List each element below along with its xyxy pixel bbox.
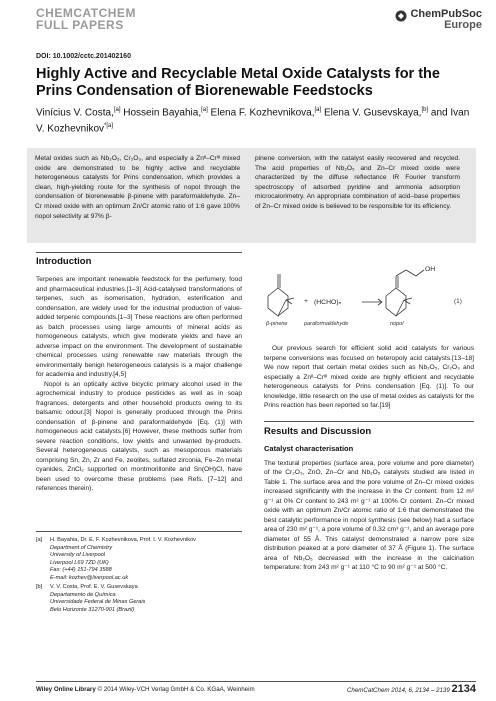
author-affil-mark: [a] [314, 107, 322, 113]
author-name: Elena V. Gusevskaya, [321, 107, 422, 119]
author-affil-mark: [a] [113, 107, 121, 113]
reaction-scheme [264, 258, 474, 332]
hydroxyl-label: OH [425, 266, 436, 273]
author-affil-mark: *[a] [104, 122, 114, 129]
logo-line-2: Europe [444, 19, 482, 31]
affiliation-tag: [a] [36, 537, 43, 543]
affiliation-line: University of Liverpool [50, 552, 106, 558]
affiliation-line: Universidade Federal de Minas Gerais [50, 599, 146, 605]
paragraph: Our previous search for efficient solid acid catalysts for various terpene conversions was focused on heteropoly acid catalysts.[13–18] We now report that certain metal oxides such as Nb₂O₅, Cr₂O₃ and especially a Znᴵᴵ–Crᴵᴵᴵ mixed oxide are highly efficient and recyclable heterogeneous catalysts for Prins condensation [Eq. (1)]. To our knowledge, little research on the use of metal oxides as catalysts for the Prins reaction has been reported so far.[19] [264, 345, 475, 409]
paragraph: Terpenes are important renewable feedstock for the perfumery, food and pharmaceutical industries.[1–3] Acid-catalysed transformations of terpenes, such as isomerisation, hydration, esterification and condensation, are widely used for the industrial production of value-added terpenic compounds.[1–3] These reactions are often performed as batch processes using large amounts of mineral acids as homogeneous catalysts, which give moderate yields and have an adverse impact on the environment. The development of sustainable chemical processes using renewable raw materials through the environmentally benign heterogeneous catalysis is a major challenge for academia and industry.[4,5] [36, 276, 242, 378]
author-list [36, 104, 476, 136]
affiliation-line: Department of Chemistry [50, 544, 113, 551]
reactant-label: β-pinene [266, 321, 288, 327]
page-number: 2134 [451, 683, 476, 695]
author-name: Elena F. Kozhevnikova, [207, 107, 315, 119]
product-label: nopol [390, 321, 404, 327]
affiliation-a [36, 537, 242, 582]
author-affil-mark: [a] [201, 107, 208, 113]
nopol-structure [386, 270, 424, 316]
reagent-label: paraformaldehyde [304, 321, 349, 327]
results-heading: Results and Discussion [264, 425, 372, 437]
affiliation-names: V. V. Costa, Prof. E. V. Gusevskaya [50, 584, 138, 590]
abstract-box [27, 148, 476, 243]
author-name: Hossein Bayahia, [120, 107, 202, 119]
author-name: and Ivan V. Kozhevnikov [36, 107, 470, 135]
affiliation-b [36, 584, 242, 614]
subsection-heading: Catalyst characterisation [264, 443, 354, 453]
affiliation-divider [36, 531, 242, 532]
abstract-text-right: pinene conversion, with the catalyst easily recovered and recycled. The acid properties of Nb₂O₅ and Zn–Cr mixed oxide were characterized by the diffuse reflectance IR Fourier transform spectroscopy of adsorbed pyridine and ammonia adsorption microcalorimetry. An appropriate combination of acid–base properties of Zn–Cr mixed oxide is believed to be responsible for its efficiency. [255, 155, 460, 210]
affiliation-names: H. Bayahia, Dr. E. F. Kozhevnikova, Prof. I. V. Kozhevnikov [50, 537, 196, 543]
right-column [264, 344, 474, 573]
journal-header [36, 7, 136, 32]
arrow [362, 299, 382, 305]
reagent-formula: (HCHO)ₙ [314, 299, 342, 306]
introduction-body [36, 275, 242, 494]
abstract-text-left: Metal oxides such as Nb₂O₅, Cr₂O₃, and especially a Znᴵᴵ–Crᴵᴵᴵ mixed oxide are demonstrated to be highly active and recyclable heterogeneous catalysts for Prins condensation, which provides a clean, high-yielding route for the synthesis of nopol through the condensation of biorenewable β-pinene with paraformaldehyde. Zn–Cr mixed oxide with an optimum Zn/Cr atomic ratio of 1:6 gave 100% nopol selectivity at 97% β- [35, 155, 240, 220]
introduction-section [36, 252, 242, 494]
author-name: Vinícius V. Costa, [36, 107, 114, 119]
beta-pinene-structure [268, 274, 294, 316]
publisher-logo [395, 9, 482, 31]
right-intro-body [264, 344, 474, 411]
results-body [264, 459, 474, 573]
affiliation-line: Fax: (+44) 151-794 3588 [50, 567, 112, 573]
section-type: FULL PAPERS [36, 18, 124, 32]
affiliation-tag: [b] [36, 584, 43, 590]
logo-line-1: ChemPubSoc [410, 8, 482, 20]
reaction-diagram [264, 258, 474, 332]
affiliations [36, 537, 242, 614]
equation-number: (1) [454, 298, 462, 305]
doi[interactable]: DOI: 10.1002/cctc.201402160 [36, 53, 131, 60]
plus-sign: + [304, 298, 308, 305]
affiliation-line: Liverpool L69 7ZD (UK) [50, 559, 109, 566]
paragraph: The textural properties (surface area, pore volume and pore diameter) of the Cr₂O₃, ZnO, Zn–Cr and Nb₂O₅ catalysts studied are listed in Table 1. The surface area and the pore volume of Zn–Cr mixed oxides increased significantly with the increase in the Cr content: from 12 m² g⁻¹ at 0% Cr content to 243 m² g⁻¹ at 100% Cr content. Zn–Cr mixed oxide with an optimum Zn/Cr atomic ratio of 1:6 that demonstrated the best catalytic performance in nopol synthesis (see below) had a surface area of 230 m² g⁻¹, a pore volume of 0.32 cm³ g⁻¹, and an average pore diameter of 55 Å. This catalyst demonstrated a narrow pore size distribution peaked at a pore diameter of 37 Å (Figure 1). The surface area of Nb₂O₅ decreased with the increase in the calcination temperature: from 243 m² g⁻¹ at 110 °C to 90 m² g⁻¹ at 500 °C. [264, 459, 475, 571]
footer-right [347, 683, 476, 695]
copyright: © 2014 Wiley-VCH Verlag GmbH & Co. KGaA, Weinheim [95, 686, 255, 693]
section-divider [264, 421, 474, 422]
chempubsoc-logo-icon [395, 10, 407, 22]
affiliation-line: Departamento de Química [50, 591, 116, 598]
page-footer [36, 683, 476, 695]
affiliation-line: Belo Horizonte 31270-901 (Brazil) [50, 606, 135, 613]
affiliation-email[interactable]: E-mail: kozhev@liverpool.ac.uk [50, 574, 129, 581]
paragraph: Nopol is an optically active bicyclic primary alcohol used in the agrochemical industry to produce pesticides as well as in soap fragrances, detergents and other household products owing to its balsamic odour.[3] Nopol is generally produced through the Prins condensation of β-pinene and paraformaldehyde [Eq. (1)] with homogeneous acid catalysts.[6] However, these methods suffer from severe reaction conditions, low yields and unwanted by-products. Several heterogeneous catalysts, such as mesoporous materials comprising Sn, Zn, Zr and Fe, zeolites, sulfated zirconia, Fe–Zn metal cyanides, ZnCl₂ supported on montmorillonite and Sn(OH)Cl, have been used to overcome these problems (see Refs. [7–12] and references therein). [36, 380, 242, 492]
wiley-online-library-link[interactable]: Wiley Online Library [36, 686, 96, 693]
citation: ChemCatChem 2014, 6, 2134 – 2139 [346, 687, 450, 694]
article-title: Highly Active and Recyclable Metal Oxide Catalysts for the Prins Condensation of Biorenewable Feedstocks [36, 66, 440, 99]
journal-name: CHEMCATCHEM [36, 6, 136, 20]
author-affil-mark: [b] [421, 107, 429, 113]
introduction-heading: Introduction [36, 256, 92, 267]
footer-divider [36, 681, 476, 682]
section-divider [36, 252, 242, 253]
